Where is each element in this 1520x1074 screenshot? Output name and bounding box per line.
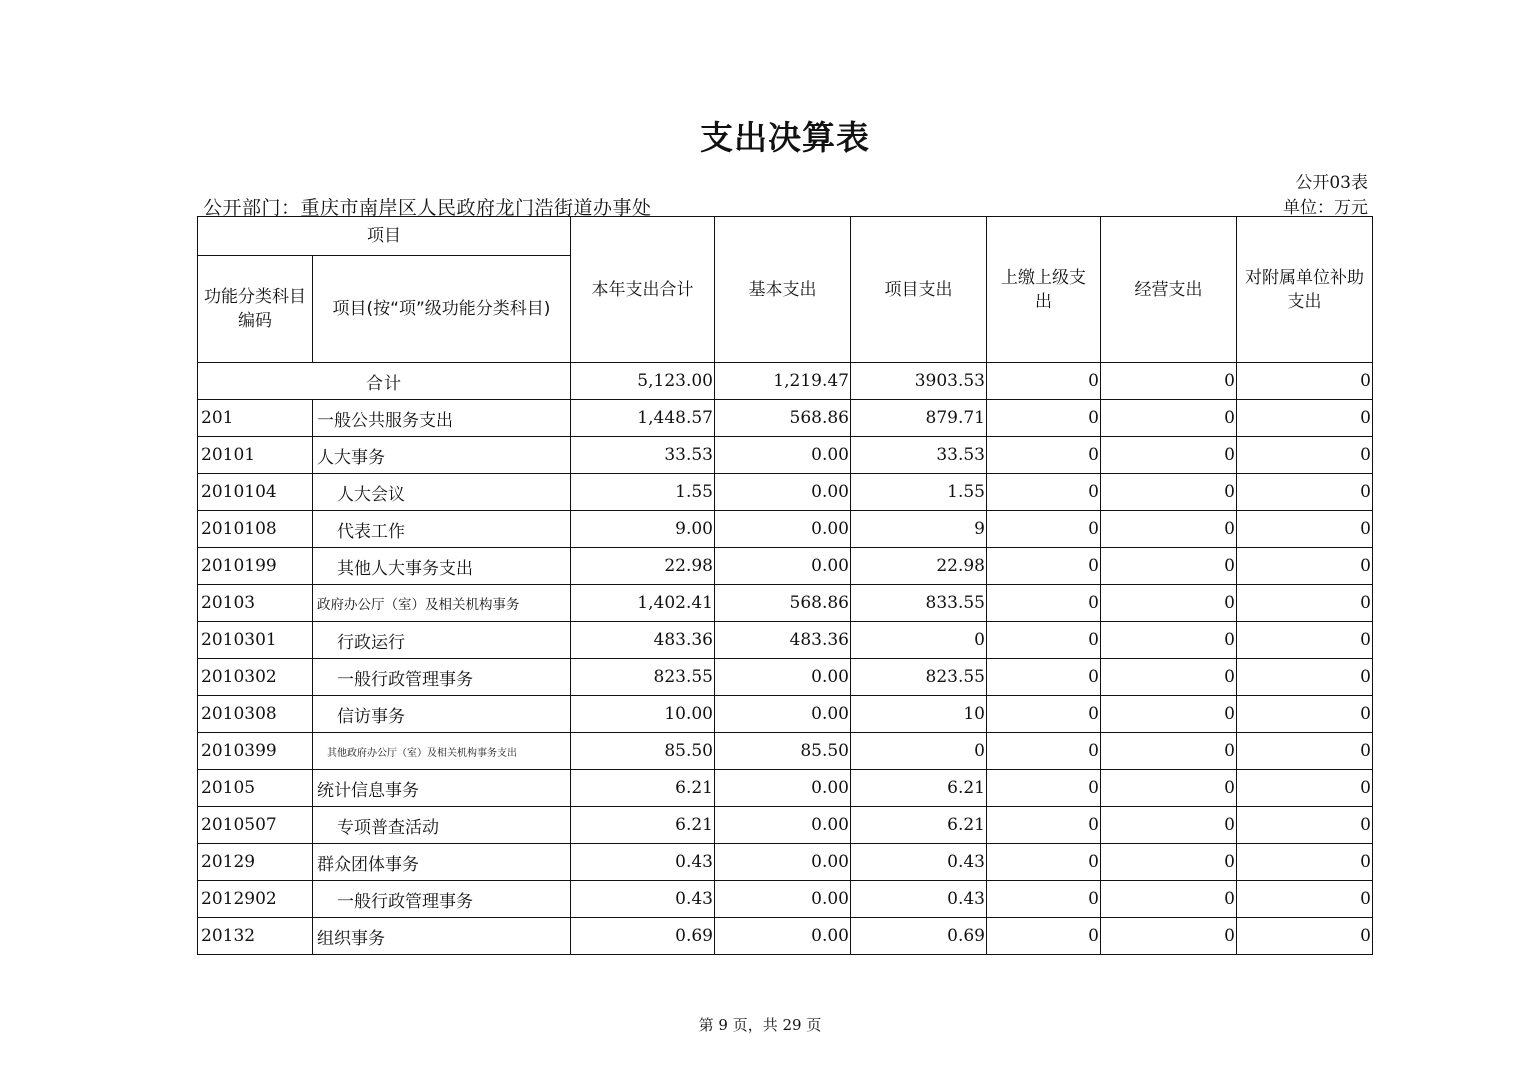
cell-project: 0 [851,622,987,659]
cell-subsidy: 0 [1237,696,1373,733]
cell-project: 3903.53 [851,363,987,400]
cell-name: 其他人大事务支出 [313,548,571,585]
total-row [198,363,1373,400]
table-row [198,511,1373,548]
cell-business: 0 [1101,696,1237,733]
header-code: 功能分类科目编码 [198,256,313,363]
cell-total: 9.00 [571,511,715,548]
cell-basic: 0.00 [715,770,851,807]
cell-total: 0.43 [571,881,715,918]
cell-total: 1,402.41 [571,585,715,622]
cell-code: 2010308 [198,696,313,733]
header-upper: 上缴上级支出 [987,217,1101,363]
cell-subsidy: 0 [1237,659,1373,696]
cell-code: 2010302 [198,659,313,696]
cell-total: 483.36 [571,622,715,659]
cell-name: 一般公共服务支出 [313,400,571,437]
cell-project: 9 [851,511,987,548]
cell-basic: 1,219.47 [715,363,851,400]
cell-upper: 0 [987,474,1101,511]
expenditure-table [197,216,1373,955]
cell-upper: 0 [987,770,1101,807]
cell-basic: 0.00 [715,511,851,548]
cell-subsidy: 0 [1237,807,1373,844]
cell-name: 群众团体事务 [313,844,571,881]
cell-project: 0.43 [851,844,987,881]
cell-code: 20129 [198,844,313,881]
header-basic: 基本支出 [715,217,851,363]
table-body [198,363,1373,955]
cell-name: 组织事务 [313,918,571,955]
cell-code: 20105 [198,770,313,807]
cell-name: 一般行政管理事务 [313,659,571,696]
cell-upper: 0 [987,622,1101,659]
cell-business: 0 [1101,548,1237,585]
cell-code: 2010399 [198,733,313,770]
unit-label: 单位：万元 [1283,198,1368,218]
cell-code: 2010301 [198,622,313,659]
cell-subsidy: 0 [1237,363,1373,400]
total-label: 合计 [198,363,571,400]
cell-project: 6.21 [851,807,987,844]
cell-total: 6.21 [571,770,715,807]
cell-total: 5,123.00 [571,363,715,400]
table-row [198,400,1373,437]
cell-basic: 0.00 [715,437,851,474]
cell-project: 833.55 [851,585,987,622]
cell-basic: 0.00 [715,807,851,844]
table-row [198,437,1373,474]
cell-basic: 568.86 [715,585,851,622]
cell-business: 0 [1101,918,1237,955]
cell-subsidy: 0 [1237,400,1373,437]
table-row [198,733,1373,770]
table-row [198,622,1373,659]
cell-project: 823.55 [851,659,987,696]
cell-upper: 0 [987,844,1101,881]
cell-business: 0 [1101,585,1237,622]
cell-business: 0 [1101,474,1237,511]
header-total: 本年支出合计 [571,217,715,363]
cell-upper: 0 [987,696,1101,733]
cell-basic: 483.36 [715,622,851,659]
cell-upper: 0 [987,733,1101,770]
cell-upper: 0 [987,807,1101,844]
cell-upper: 0 [987,918,1101,955]
cell-name: 一般行政管理事务 [313,881,571,918]
header-business: 经营支出 [1101,217,1237,363]
header-project-expense: 项目支出 [851,217,987,363]
cell-name: 行政运行 [313,622,571,659]
cell-subsidy: 0 [1237,881,1373,918]
cell-project: 0.69 [851,918,987,955]
cell-name: 人大会议 [313,474,571,511]
cell-subsidy: 0 [1237,918,1373,955]
table-row [198,844,1373,881]
cell-subsidy: 0 [1237,511,1373,548]
cell-subsidy: 0 [1237,770,1373,807]
header-subsidy: 对附属单位补助支出 [1237,217,1373,363]
cell-subsidy: 0 [1237,548,1373,585]
cell-basic: 0.00 [715,881,851,918]
table-row [198,696,1373,733]
cell-subsidy: 0 [1237,474,1373,511]
cell-code: 2010507 [198,807,313,844]
cell-project: 10 [851,696,987,733]
cell-business: 0 [1101,659,1237,696]
cell-basic: 0.00 [715,474,851,511]
cell-upper: 0 [987,585,1101,622]
cell-subsidy: 0 [1237,437,1373,474]
cell-code: 20132 [198,918,313,955]
table-row [198,585,1373,622]
table-row [198,770,1373,807]
cell-total: 0.43 [571,844,715,881]
cell-total: 823.55 [571,659,715,696]
table-row [198,918,1373,955]
cell-upper: 0 [987,548,1101,585]
form-id: 公开03表 [1295,173,1368,193]
table-row [198,474,1373,511]
page-title: 支出决算表 [700,118,870,157]
cell-project: 6.21 [851,770,987,807]
cell-total: 10.00 [571,696,715,733]
cell-code: 2010199 [198,548,313,585]
cell-total: 85.50 [571,733,715,770]
cell-total: 1,448.57 [571,400,715,437]
cell-business: 0 [1101,844,1237,881]
cell-upper: 0 [987,363,1101,400]
cell-business: 0 [1101,622,1237,659]
cell-total: 0.69 [571,918,715,955]
cell-basic: 85.50 [715,733,851,770]
cell-basic: 0.00 [715,844,851,881]
cell-business: 0 [1101,437,1237,474]
cell-upper: 0 [987,437,1101,474]
cell-basic: 0.00 [715,548,851,585]
cell-name: 政府办公厅（室）及相关机构事务 [313,585,571,622]
cell-name: 统计信息事务 [313,770,571,807]
cell-basic: 0.00 [715,918,851,955]
cell-project: 0.43 [851,881,987,918]
cell-upper: 0 [987,881,1101,918]
cell-subsidy: 0 [1237,585,1373,622]
cell-project: 33.53 [851,437,987,474]
cell-business: 0 [1101,733,1237,770]
cell-project: 879.71 [851,400,987,437]
cell-code: 20101 [198,437,313,474]
cell-subsidy: 0 [1237,622,1373,659]
table-row [198,548,1373,585]
cell-total: 22.98 [571,548,715,585]
cell-business: 0 [1101,511,1237,548]
cell-subsidy: 0 [1237,844,1373,881]
cell-upper: 0 [987,511,1101,548]
cell-code: 2010104 [198,474,313,511]
department-label: 公开部门：重庆市南岸区人民政府龙门浩街道办事处 [203,197,652,219]
cell-basic: 0.00 [715,659,851,696]
cell-code: 2012902 [198,881,313,918]
cell-total: 33.53 [571,437,715,474]
cell-project: 1.55 [851,474,987,511]
header-project: 项目 [198,217,571,256]
cell-name: 其他政府办公厅（室）及相关机构事务支出 [313,733,571,770]
cell-code: 2010108 [198,511,313,548]
cell-total: 6.21 [571,807,715,844]
cell-business: 0 [1101,770,1237,807]
cell-name: 人大事务 [313,437,571,474]
cell-total: 1.55 [571,474,715,511]
cell-name: 代表工作 [313,511,571,548]
cell-upper: 0 [987,659,1101,696]
cell-upper: 0 [987,400,1101,437]
cell-code: 201 [198,400,313,437]
cell-project: 0 [851,733,987,770]
cell-subsidy: 0 [1237,733,1373,770]
cell-basic: 0.00 [715,696,851,733]
cell-business: 0 [1101,363,1237,400]
cell-name: 专项普查活动 [313,807,571,844]
table-row [198,881,1373,918]
cell-business: 0 [1101,400,1237,437]
table-row [198,659,1373,696]
cell-basic: 568.86 [715,400,851,437]
cell-business: 0 [1101,881,1237,918]
page-footer: 第 9 页，共 29 页 [698,1016,822,1034]
cell-code: 20103 [198,585,313,622]
cell-name: 信访事务 [313,696,571,733]
table-row [198,807,1373,844]
cell-project: 22.98 [851,548,987,585]
cell-business: 0 [1101,807,1237,844]
header-item: 项目(按“项”级功能分类科目) [313,256,571,363]
